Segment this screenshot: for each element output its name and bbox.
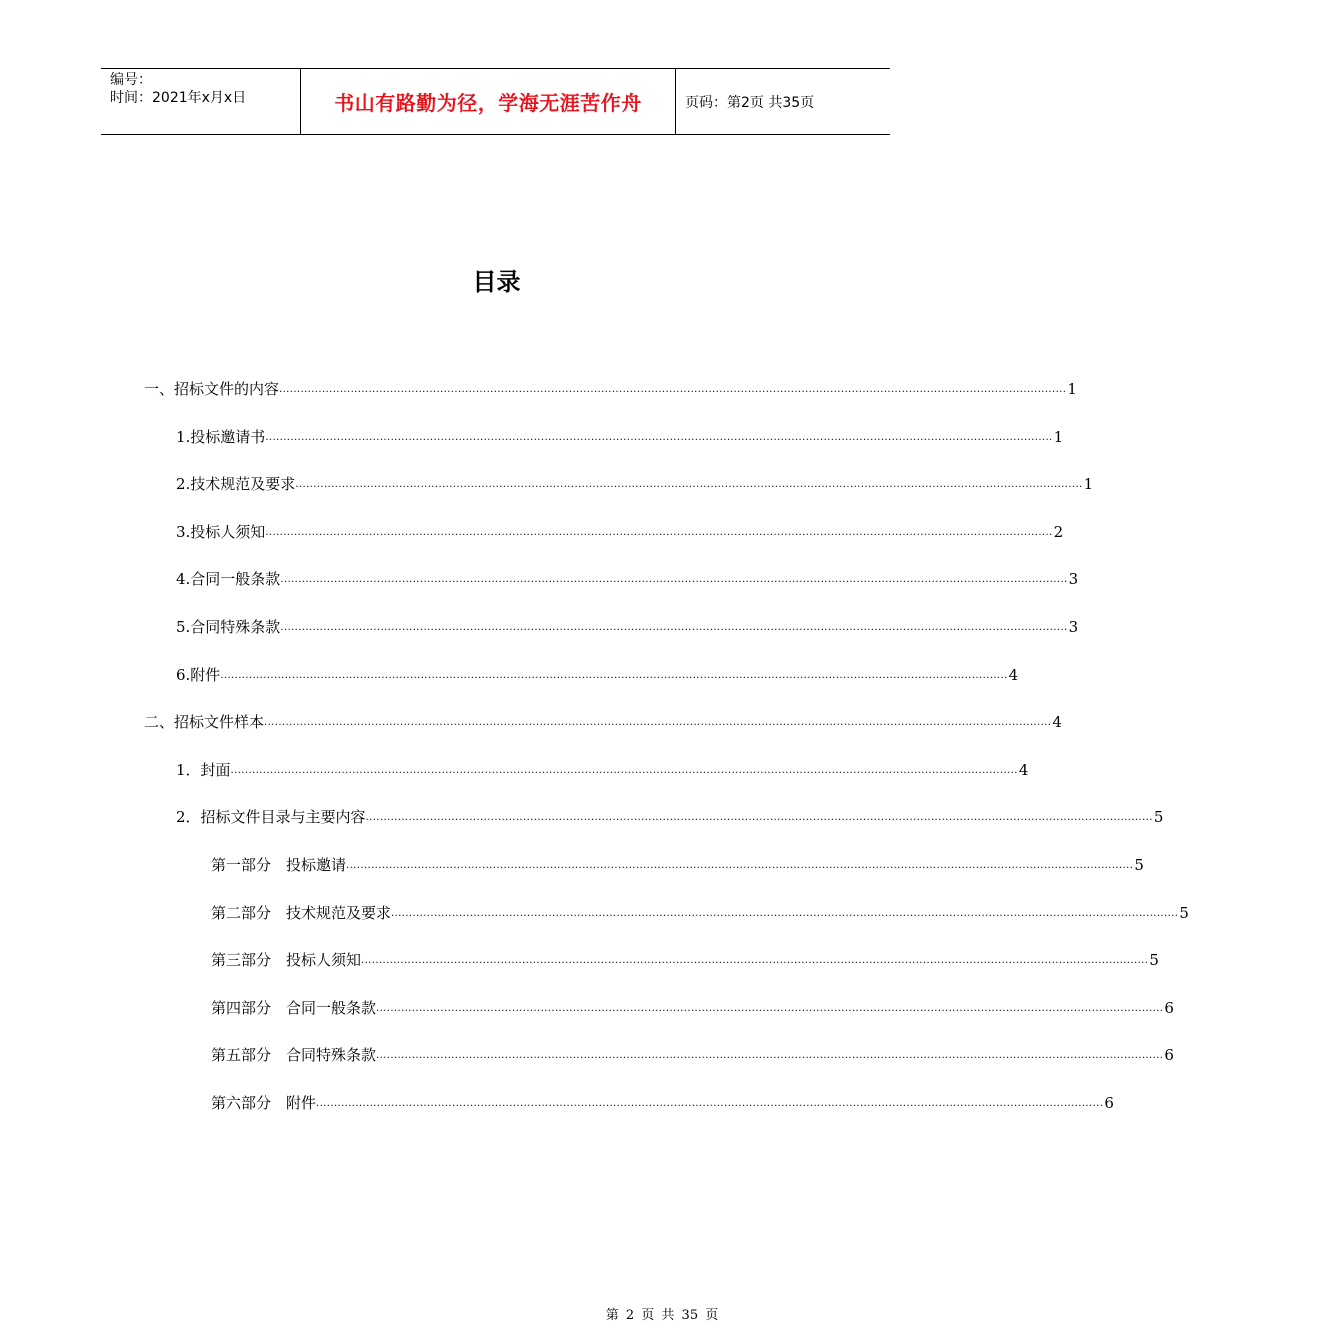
toc-entry-label: 6.附件 xyxy=(176,665,221,684)
toc-entry-page: 3 xyxy=(1068,617,1079,636)
toc-entry-page: 5 xyxy=(1134,855,1144,874)
toc-entry[interactable] xyxy=(0,471,1094,519)
toc-dot-leader: ............................................................................................................................................................................................................................ xyxy=(295,479,1083,491)
toc-entry-label: 4.合同一般条款 xyxy=(176,570,281,589)
toc-dot-leader: ............................................................................................................................................................................................................................ xyxy=(220,669,1008,681)
toc-entry[interactable] xyxy=(0,376,1077,424)
toc-dot-leader: ............................................................................................................................................................................................................................ xyxy=(279,384,1067,395)
toc-entry-page: 6 xyxy=(1164,998,1174,1017)
page-header xyxy=(101,68,890,135)
toc-dot-leader: ............................................................................................................................................................................................................................ xyxy=(376,1002,1164,1014)
toc-entry-page: 5 xyxy=(1179,903,1189,922)
toc-entry-label: 第六部分 附件 xyxy=(211,1093,317,1112)
toc-dot-leader: ............................................................................................................................................................................................................................ xyxy=(280,574,1068,586)
toc-entry[interactable] xyxy=(0,424,1064,472)
toc-entry[interactable] xyxy=(0,804,1164,852)
toc-entry-page: 6 xyxy=(1104,1093,1114,1112)
toc-dot-leader: ............................................................................................................................................................................................................................ xyxy=(230,764,1018,776)
toc-entry-page: 3 xyxy=(1068,570,1079,589)
toc-entry-label: 二、招标文件样本 xyxy=(144,713,265,732)
toc-dot-leader: ............................................................................................................................................................................................................................ xyxy=(280,621,1068,633)
toc-dot-leader: ............................................................................................................................................................................................................................ xyxy=(346,859,1134,871)
toc-entry[interactable] xyxy=(0,947,1159,995)
time-label: 时间：2021年x月x日 xyxy=(110,90,247,106)
toc-entry-label: 一、招标文件的内容 xyxy=(144,380,280,398)
table-of-contents xyxy=(0,376,1189,1138)
toc-entry-page: 6 xyxy=(1164,1046,1174,1065)
toc-entry[interactable] xyxy=(0,1090,1114,1138)
toc-entry-label: 3.投标人须知 xyxy=(176,522,266,541)
toc-entry-page: 5 xyxy=(1153,808,1164,827)
toc-dot-leader: ............................................................................................................................................................................................................................ xyxy=(264,717,1052,729)
toc-entry-label: 第二部分 技术规范及要求 xyxy=(211,903,392,922)
toc-entry-label: 1．封面 xyxy=(176,760,231,779)
page-footer: 第 2 页 共 35 页 xyxy=(605,1308,719,1323)
toc-entry[interactable] xyxy=(0,757,1029,805)
toc-entry-label: 第一部分 投标邀请 xyxy=(211,855,347,874)
toc-entry-label: 第五部分 合同特殊条款 xyxy=(211,1046,377,1065)
toc-entry-label: 2.技术规范及要求 xyxy=(176,475,296,494)
toc-dot-leader: ............................................................................................................................................................................................................................ xyxy=(265,431,1053,443)
toc-entry-page: 4 xyxy=(1018,760,1029,779)
toc-entry[interactable] xyxy=(0,852,1144,900)
toc-entry-page: 1 xyxy=(1053,427,1064,446)
number-label: 编号： xyxy=(110,72,152,88)
toc-entry-label: 1.投标邀请书 xyxy=(176,427,266,446)
header-motto: 书山有路勤为径，学海无涯苦作舟 xyxy=(301,69,676,134)
toc-dot-leader: ............................................................................................................................................................................................................................ xyxy=(265,526,1053,538)
toc-entry-label: 2．招标文件目录与主要内容 xyxy=(176,808,366,827)
toc-dot-leader: ............................................................................................................................................................................................................................ xyxy=(391,907,1179,919)
toc-entry-page: 1 xyxy=(1067,380,1077,398)
toc-entry-page: 4 xyxy=(1052,713,1062,732)
toc-entry[interactable] xyxy=(0,662,1019,710)
toc-entry-page: 2 xyxy=(1053,522,1064,541)
toc-dot-leader: ............................................................................................................................................................................................................................ xyxy=(365,812,1153,824)
toc-entry-label: 5.合同特殊条款 xyxy=(176,617,281,636)
toc-entry[interactable] xyxy=(0,900,1189,948)
toc-entry[interactable] xyxy=(0,709,1062,757)
toc-dot-leader: ............................................................................................................................................................................................................................ xyxy=(361,955,1149,967)
toc-entry[interactable] xyxy=(0,995,1174,1043)
toc-entry-page: 5 xyxy=(1149,951,1159,970)
toc-entry-page: 4 xyxy=(1008,665,1019,684)
header-page-info: 页码：第2页 共35页 xyxy=(685,94,815,111)
toc-entry[interactable] xyxy=(0,1042,1174,1090)
toc-title: 目录 xyxy=(472,268,521,296)
toc-entry-page: 1 xyxy=(1083,475,1094,494)
toc-dot-leader: ............................................................................................................................................................................................................................ xyxy=(376,1050,1164,1062)
header-meta xyxy=(101,69,301,134)
toc-entry-label: 第三部分 投标人须知 xyxy=(211,951,362,970)
toc-entry-label: 第四部分 合同一般条款 xyxy=(211,998,377,1017)
toc-entry[interactable] xyxy=(0,614,1079,662)
toc-dot-leader: ............................................................................................................................................................................................................................ xyxy=(316,1097,1104,1109)
toc-entry[interactable] xyxy=(0,519,1064,567)
toc-entry[interactable] xyxy=(0,566,1079,614)
